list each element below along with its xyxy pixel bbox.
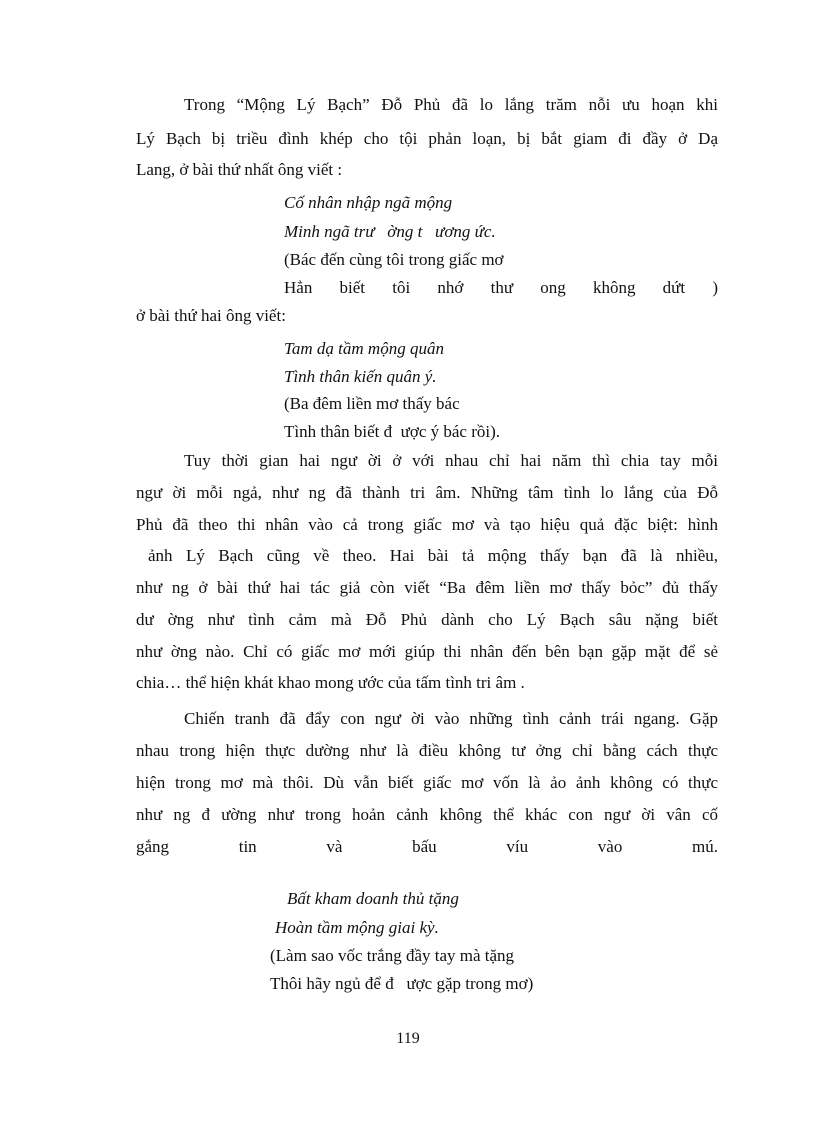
- verse-2-translation-line-1: (Ba đêm liền mơ thấy bác: [284, 394, 460, 413]
- paragraph-2-line-6: dư ờng như tình cảm mà Đỗ Phủ dành cho Lý Bạch sâu nặng biết: [136, 610, 718, 629]
- paragraph-2-line-2: ngư ời mỗi ngả, như ng đã thành tri âm. Những tâm tình lo lắng của Đỗ: [136, 483, 718, 502]
- intro-verse-2: ở bài thứ hai ông viết:: [136, 306, 286, 325]
- verse-1-original-line-2: Minh ngã trư ờng t ương ức.: [284, 222, 496, 241]
- paragraph-2-line-1: Tuy thời gian hai ngư ời ở với nhau chỉ hai năm thì chia tay mỗi: [184, 451, 718, 470]
- verse-1-original-line-1: Cố nhân nhập ngã mộng: [284, 193, 453, 212]
- verse-1-translation-line-1: (Bác đến cùng tôi trong giấc mơ: [284, 250, 504, 269]
- page-number: 119: [396, 1030, 420, 1047]
- paragraph-3-line-3: hiện trong mơ mà thôi. Dù vẫn biết giấc mơ vốn là ảo ảnh không có thực: [136, 773, 718, 792]
- verse-3-original-line-2: Hoàn tầm mộng giai kỳ.: [275, 918, 439, 937]
- paragraph-2-line-3: Phủ đã theo thi nhân vào cả trong giấc mơ và tạo hiệu quả đặc biệt: hình: [136, 515, 718, 534]
- paragraph-3-line-1: Chiến tranh đã đẩy con ngư ời vào những tình cảnh trái ngang. Gặp: [184, 709, 718, 728]
- paragraph-3-line-2: nhau trong hiện thực dường như là điều không tư ởng chỉ bằng cách thực: [136, 741, 718, 760]
- paragraph-2-line-4: ảnh Lý Bạch cũng về theo. Hai bài tả mộng thấy bạn đã là nhiều,: [148, 546, 718, 565]
- paragraph-3-line-4: như ng đ ường như trong hoản cảnh không thể khác con ngư ời vân cố: [136, 805, 718, 824]
- verse-2-original-line-2: Tình thân kiến quân ý.: [284, 367, 437, 386]
- verse-3-translation-line-2: Thôi hãy ngủ để đ ược gặp trong mơ): [270, 974, 534, 993]
- paragraph-1-line-3: Lang, ở bài thứ nhất ông viết :: [136, 160, 343, 179]
- verse-2-original-line-1: Tam dạ tầm mộng quân: [284, 339, 444, 358]
- verse-2-translation-line-2: Tình thân biết đ ược ý bác rồi).: [284, 422, 501, 441]
- paragraph-1-line-1: Trong “Mộng Lý Bạch” Đỗ Phủ đã lo lắng trăm nỗi ưu hoạn khi: [184, 95, 718, 114]
- verse-3-original-line-1: Bất kham doanh thủ tặng: [287, 889, 459, 908]
- verse-1-translation-line-2: Hẳn biết tôi nhớ thư ong không dứt ): [284, 278, 718, 297]
- paragraph-2-line-7: như ờng nào. Chỉ có giấc mơ mới giúp thi nhân đến bên bạn gặp mặt để sẻ: [136, 642, 718, 661]
- paragraph-3-line-5: gắng tin và bấu víu vào mú.: [136, 837, 718, 856]
- verse-3-translation-line-1: (Làm sao vốc trắng đầy tay mà tặng: [270, 946, 515, 965]
- paragraph-2-line-5: như ng ở bài thứ hai tác giả còn viết “Ba đêm liền mơ thấy bỏc” đủ thấy: [136, 578, 718, 597]
- paragraph-2-line-8: chia… thể hiện khát khao mong ước của tấm tình tri âm .: [136, 673, 525, 692]
- paragraph-1-line-2: Lý Bạch bị triều đình khép cho tội phản loạn, bị bắt giam đi đầy ở Dạ: [136, 129, 718, 148]
